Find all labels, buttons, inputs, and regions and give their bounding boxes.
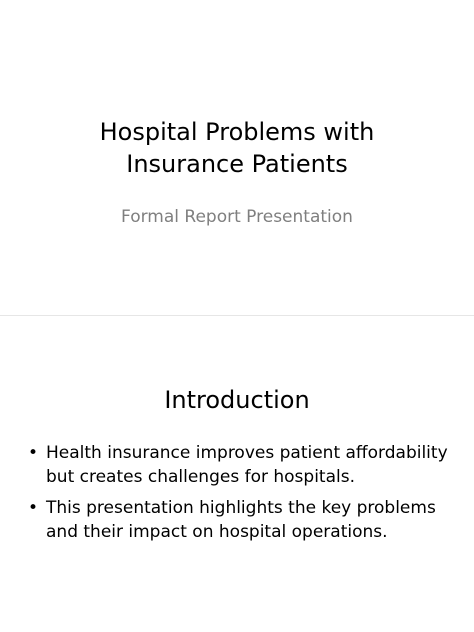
introduction-slide <box>0 316 474 632</box>
bullet-icon: • <box>28 498 39 518</box>
slide-subtitle: Formal Report Presentation <box>121 207 353 227</box>
title-line-2: Insurance Patients <box>126 150 348 178</box>
bullet-text: This presentation highlights the key problems and their impact on hospital operations. <box>46 498 436 542</box>
slide-title <box>0 116 474 180</box>
title-line-1: Hospital Problems with <box>99 118 375 146</box>
list-item <box>28 497 458 544</box>
slide-title: Introduction <box>164 386 310 414</box>
bullet-text: Health insurance improves patient affordability but creates challenges for hospitals. <box>46 443 448 487</box>
bullet-icon: • <box>28 443 39 463</box>
list-item <box>28 442 458 489</box>
bullet-list <box>28 442 458 552</box>
